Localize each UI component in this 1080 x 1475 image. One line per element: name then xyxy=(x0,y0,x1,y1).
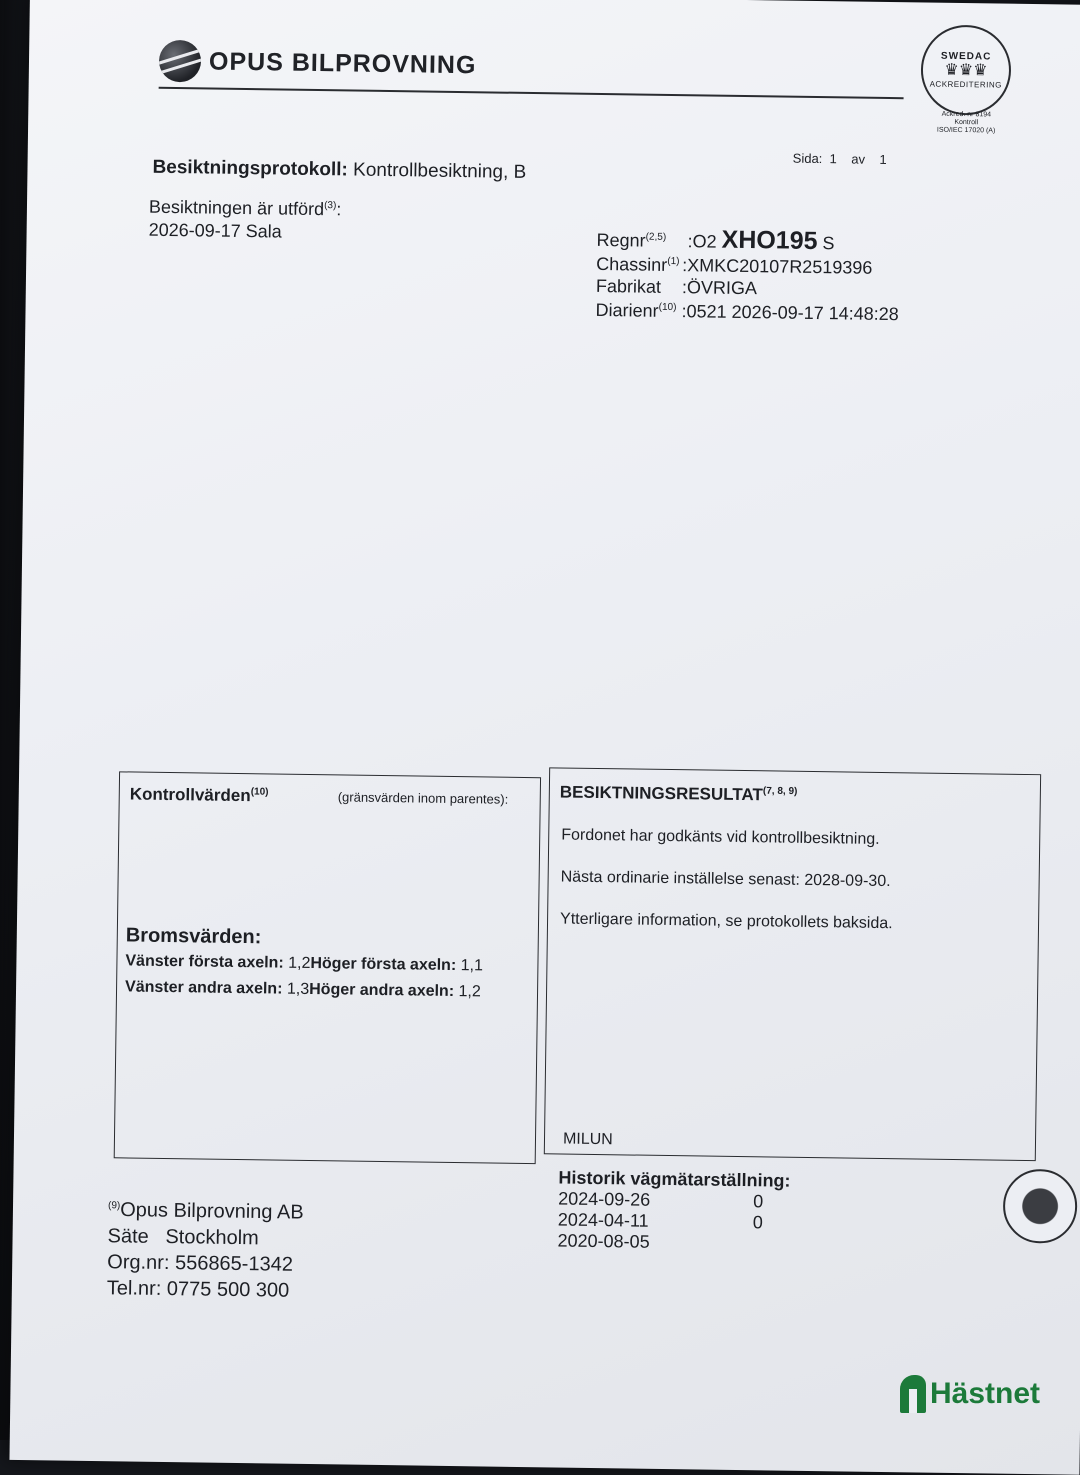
swedac-info-line: Ackred. nr 8194 xyxy=(926,111,1006,120)
result-heading xyxy=(560,782,798,805)
kontroll-values-box xyxy=(114,771,541,1164)
chassinr-label: Chassinr xyxy=(596,254,667,275)
page-number: 1 xyxy=(829,151,836,166)
page-total: 1 xyxy=(879,152,886,167)
history-value: 0 xyxy=(753,1212,763,1233)
regnr-row xyxy=(596,224,834,256)
result-line: Ytterligare information, se protokollets baksida. xyxy=(560,910,893,933)
globe-icon xyxy=(159,40,202,83)
kontroll-heading-sup: (10) xyxy=(251,787,269,798)
inspection-document xyxy=(9,0,1080,1475)
result-line: Fordonet har godkänts vid kontrollbesiktning. xyxy=(561,827,880,849)
company-org: Org.nr: 556865-1342 xyxy=(107,1249,303,1278)
brake-row-second-axle xyxy=(125,978,481,1001)
watermark-text: Hästnet xyxy=(930,1377,1040,1411)
performed-label-text: Besiktningen är utförd xyxy=(149,197,324,219)
brake-label: Vänster andra axeln: xyxy=(125,978,283,997)
diarienr-value: :0521 2026-09-17 14:48:28 xyxy=(681,301,898,324)
regnr-sup: (2,5) xyxy=(646,232,667,243)
title-rest: Kontrollbesiktning, B xyxy=(353,160,526,183)
regnr-label: Regnr xyxy=(596,230,645,251)
history-date: 2024-09-26 xyxy=(558,1188,753,1212)
company-sup: (9) xyxy=(108,1200,120,1211)
diarienr-sup: (10) xyxy=(659,302,677,313)
brake-label: Vänster första axeln: xyxy=(125,952,284,971)
inspector-signature: MILUN xyxy=(563,1131,613,1150)
chassinr-row xyxy=(596,254,872,279)
header-divider xyxy=(159,87,904,99)
kontroll-heading-text: Kontrollvärden xyxy=(130,784,251,805)
hastnet-watermark xyxy=(900,1375,1040,1413)
brom-heading: Bromsvärden: xyxy=(126,924,262,949)
brake-row-first-axle xyxy=(125,952,483,975)
company-seat-row xyxy=(107,1223,303,1252)
brake-value: 1,3 xyxy=(287,981,309,998)
company-name: Opus Bilprovning AB xyxy=(120,1199,304,1224)
page-title xyxy=(152,157,526,184)
brake-value: 1,2 xyxy=(288,955,310,972)
brand-name: OPUS BILPROVNING xyxy=(209,47,477,80)
swedac-top-text: SWEDAC xyxy=(941,51,992,63)
title-bold: Besiktningsprotokoll: xyxy=(152,157,348,181)
chassinr-sup: (1) xyxy=(667,256,679,267)
odometer-history xyxy=(557,1167,790,1254)
history-heading: Historik vägmätarställning: xyxy=(558,1167,790,1191)
diarienr-row xyxy=(595,300,898,325)
history-row xyxy=(557,1230,789,1254)
climate-badge-icon xyxy=(1003,1169,1078,1244)
brake-value: 1,1 xyxy=(461,957,483,974)
three-crowns-icon: ♛♛♛ xyxy=(944,62,987,81)
swedac-seal xyxy=(920,24,1011,115)
regnr-prefix: :O2 xyxy=(687,231,716,251)
result-heading-text: BESIKTNINGSRESULTAT xyxy=(560,782,763,804)
seat-value: Stockholm xyxy=(165,1226,259,1249)
diarienr-label: Diarienr xyxy=(595,300,658,321)
result-heading-sup: (7, 8, 9) xyxy=(763,786,798,797)
performed-colon: : xyxy=(336,199,341,219)
result-line: Nästa ordinarie inställelse senast: 2028-09-30. xyxy=(561,868,891,891)
brake-label: Höger andra axeln: xyxy=(309,981,454,1000)
chassinr-value: :XMKC20107R2519396 xyxy=(682,255,872,278)
kontroll-heading xyxy=(130,784,269,806)
seat-label: Säte xyxy=(107,1225,148,1248)
swedac-info-line: Kontroll xyxy=(926,119,1006,128)
kontroll-note: (gränsvärden inom parentes): xyxy=(338,789,509,806)
swedac-info xyxy=(926,111,1006,136)
company-tel: Tel.nr: 0775 500 300 xyxy=(107,1275,303,1304)
company-name-row xyxy=(108,1193,304,1225)
brake-label: Höger första axeln: xyxy=(310,955,456,974)
horse-icon xyxy=(900,1375,926,1413)
performed-sup: (3) xyxy=(324,200,336,211)
sida-label: Sida: xyxy=(793,151,823,166)
fabrikat-row xyxy=(596,276,757,299)
performed-value: 2026-09-17 Sala xyxy=(149,220,282,243)
company-info xyxy=(107,1193,304,1303)
regnr-suffix: S xyxy=(822,233,834,253)
av-label: av xyxy=(851,151,865,166)
fabrikat-value: :ÖVRIGA xyxy=(682,277,757,298)
page-indicator xyxy=(793,151,887,167)
history-value: 0 xyxy=(753,1191,763,1212)
performed-label xyxy=(149,197,342,221)
result-box xyxy=(544,767,1041,1161)
history-date: 2024-04-11 xyxy=(558,1209,753,1233)
swedac-bottom-text: ACKREDITERING xyxy=(930,80,1002,90)
brand-logo xyxy=(159,40,477,86)
swedac-info-line: ISO/IEC 17020 (A) xyxy=(926,127,1006,136)
fabrikat-label: Fabrikat xyxy=(596,276,682,298)
brake-value: 1,2 xyxy=(458,983,480,1000)
history-date: 2020-08-05 xyxy=(557,1230,752,1254)
regnr-value: XHO195 xyxy=(721,226,817,255)
